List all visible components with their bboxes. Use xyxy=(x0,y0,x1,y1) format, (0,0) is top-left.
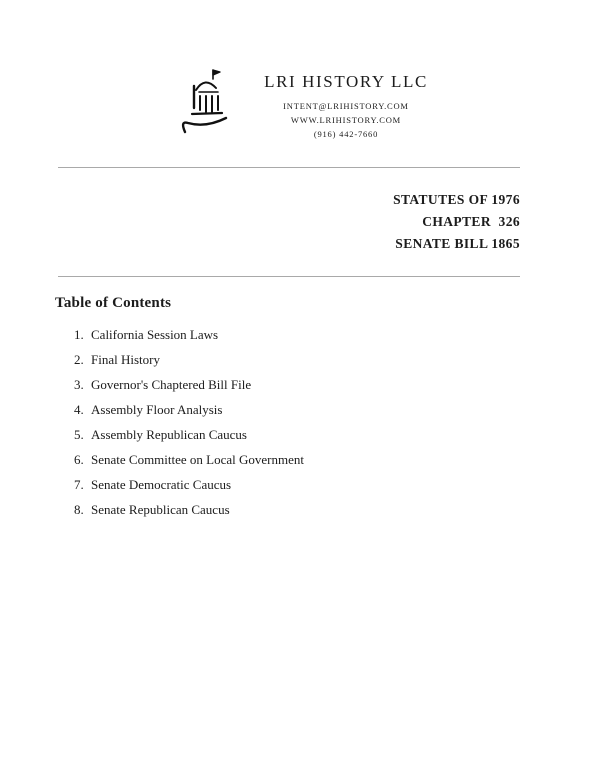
toc-item-label: Senate Republican Caucus xyxy=(91,502,230,518)
toc-item-label: Assembly Floor Analysis xyxy=(91,402,223,418)
website-text: WWW.LRIHISTORY.COM xyxy=(290,115,402,126)
letterhead xyxy=(0,0,600,141)
toc-title: Table of Contents xyxy=(55,295,172,312)
chapter-line: CHAPTER 326 xyxy=(422,214,520,230)
toc-item-label: California Session Laws xyxy=(91,327,219,343)
table-of-contents xyxy=(55,295,600,518)
toc-item-label: Senate Committee on Local Government xyxy=(91,452,304,468)
capitol-sketch-logo-icon xyxy=(172,66,242,138)
divider-top xyxy=(58,167,520,168)
company-name: LRI HISTORY LLC xyxy=(264,72,428,91)
toc-item xyxy=(87,478,600,493)
toc-item-label: Governor's Chaptered Bill File xyxy=(91,377,252,393)
bill-reference xyxy=(0,189,520,255)
toc-item xyxy=(87,378,600,393)
email-text: INTENT@LRIHISTORY.COM xyxy=(283,101,409,111)
toc-item xyxy=(87,453,600,468)
letterhead-text xyxy=(264,64,428,141)
toc-item-label: Assembly Republican Caucus xyxy=(91,427,247,443)
toc-item xyxy=(87,353,600,368)
senate-bill-line: SENATE BILL 1865 xyxy=(395,236,520,252)
phone-text: (916) 442-7660 xyxy=(313,129,379,140)
toc-item-label: Senate Democratic Caucus xyxy=(91,477,232,493)
toc-list xyxy=(55,328,600,518)
toc-item xyxy=(87,403,600,418)
toc-item-label: Final History xyxy=(91,352,160,368)
toc-item xyxy=(87,503,600,518)
toc-item xyxy=(87,328,600,343)
divider-bottom xyxy=(58,276,520,277)
statutes-line: STATUTES OF 1976 xyxy=(393,192,520,208)
toc-item xyxy=(87,428,600,443)
